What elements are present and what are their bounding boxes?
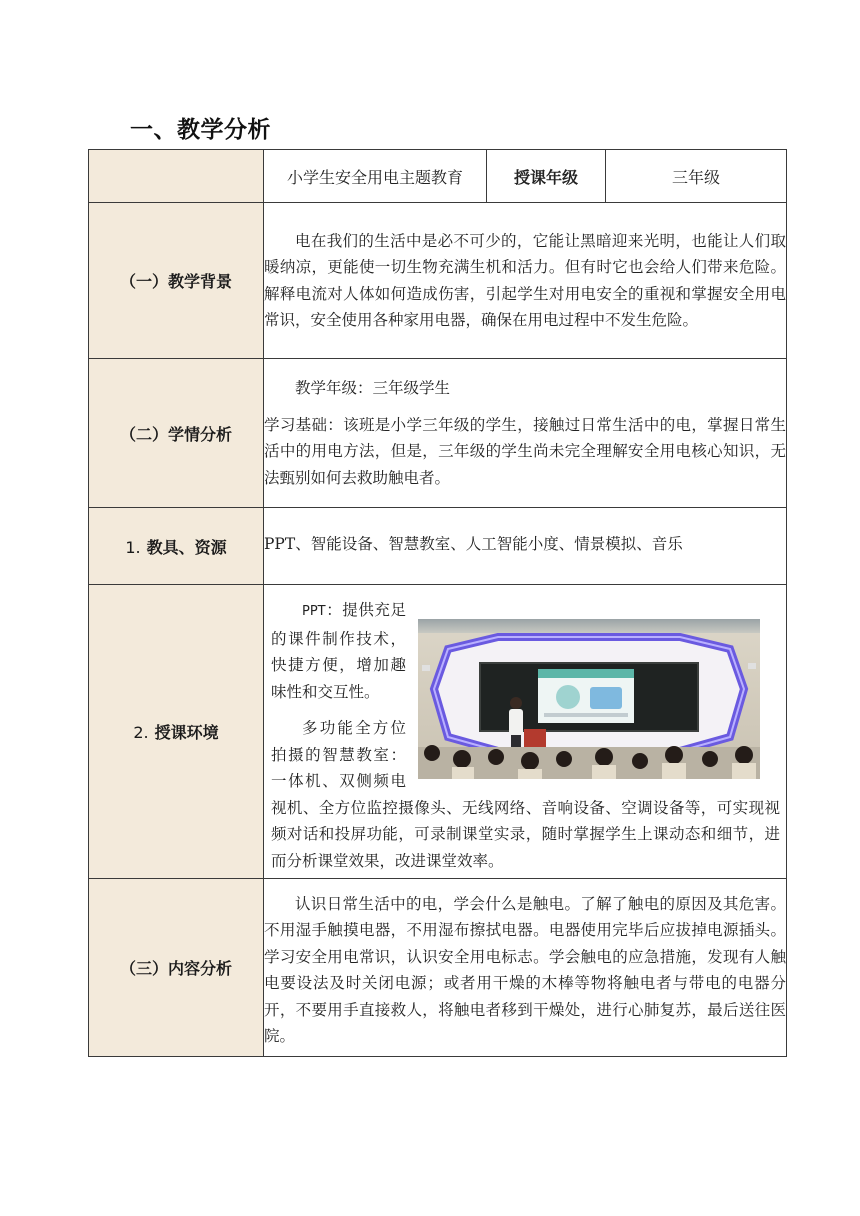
background-text: 电在我们的生活中是必不可少的，它能让黑暗迎来光明，也能让人们取暖纳凉，更能使一切生物充满生机和活力。但有时它也会给人们带来危险。解释电流对人体如何造成伤害，引起学生对用电安全的重视和掌握安全用电常识，安全使用各种家用电器，确保在用电过程中不发生危险。: [264, 231, 786, 329]
environment-number: 2.: [133, 723, 149, 742]
topic-row-label: [89, 150, 264, 203]
environment-content: [264, 585, 786, 878]
classroom-photo-illustration: [418, 619, 760, 779]
resources-label: 教具、资源: [146, 537, 227, 557]
topic-title: 小学生安全用电主题教育: [264, 150, 487, 203]
content-cell: [264, 879, 787, 1057]
environment-label: 授课环境: [154, 723, 219, 742]
ppt-text: ：提供充足的课件制作技术，快捷方便，增加趣味性和交互性。: [271, 601, 406, 701]
background-row: [89, 203, 787, 359]
resources-cell: [264, 508, 787, 585]
resources-label-cell: [89, 508, 264, 585]
resources-number: 1.: [125, 537, 141, 557]
environment-cell: [264, 585, 787, 879]
content-row: [89, 879, 787, 1057]
section-heading: 一、教学分析: [130, 117, 271, 143]
resources-text: PPT、智能设备、智慧教室、人工智能小度、情景模拟、音乐: [264, 534, 683, 553]
ppt-prefix: PPT: [302, 604, 326, 619]
classroom-photo: [418, 619, 760, 779]
content-label: （三）内容分析: [89, 879, 264, 1057]
content-text: 认识日常生活中的电，学会什么是触电。了解了触电的原因及其危害。不用湿手触摸电器，不用湿布擦拭电器。电器使用完毕后应拔掉电源插头。学习安全用电常识，认识安全用电标志。学会触电的应急措施，发现有人触电要设法及时关闭电源；或者用干燥的木棒等物将触电者与带电的电器分开，不要用手直接救人，将触电者移到干燥处，进行心肺复苏，最后送往医院。: [264, 894, 786, 1045]
learner-basis-text: 学习基础：该班是小学三年级的学生，接触过日常生活中的电，掌握日常生活中的用电方法，但是，三年级的学生尚未完全理解安全用电核心知识，无法甄别如何去救助触电者。: [264, 415, 786, 487]
learner-cell: [264, 359, 787, 508]
learner-label: （二）学情分析: [89, 359, 264, 508]
topic-row: [89, 150, 787, 203]
grade-label: 授课年级: [487, 150, 606, 203]
environment-label-cell: [89, 585, 264, 879]
learner-grade-line: 教学年级：三年级学生: [295, 379, 451, 397]
resources-row: [89, 508, 787, 585]
learner-row: [89, 359, 787, 508]
environment-row: [89, 585, 787, 879]
classroom-text: 多功能全方位拍摄的智慧教室：一体机、双侧频电视机、全方位监控摄像头、无线网络、音响设备、空调设备等，可实现视频对话和投屏功能，可录制课堂实录，随时掌握学生上课动态和细节，进而分析课堂效果，改进课堂效率。: [271, 719, 780, 870]
background-label: （一）教学背景: [89, 203, 264, 359]
teaching-analysis-table: [88, 149, 787, 1057]
grade-value: 三年级: [606, 150, 787, 203]
background-cell: [264, 203, 787, 359]
